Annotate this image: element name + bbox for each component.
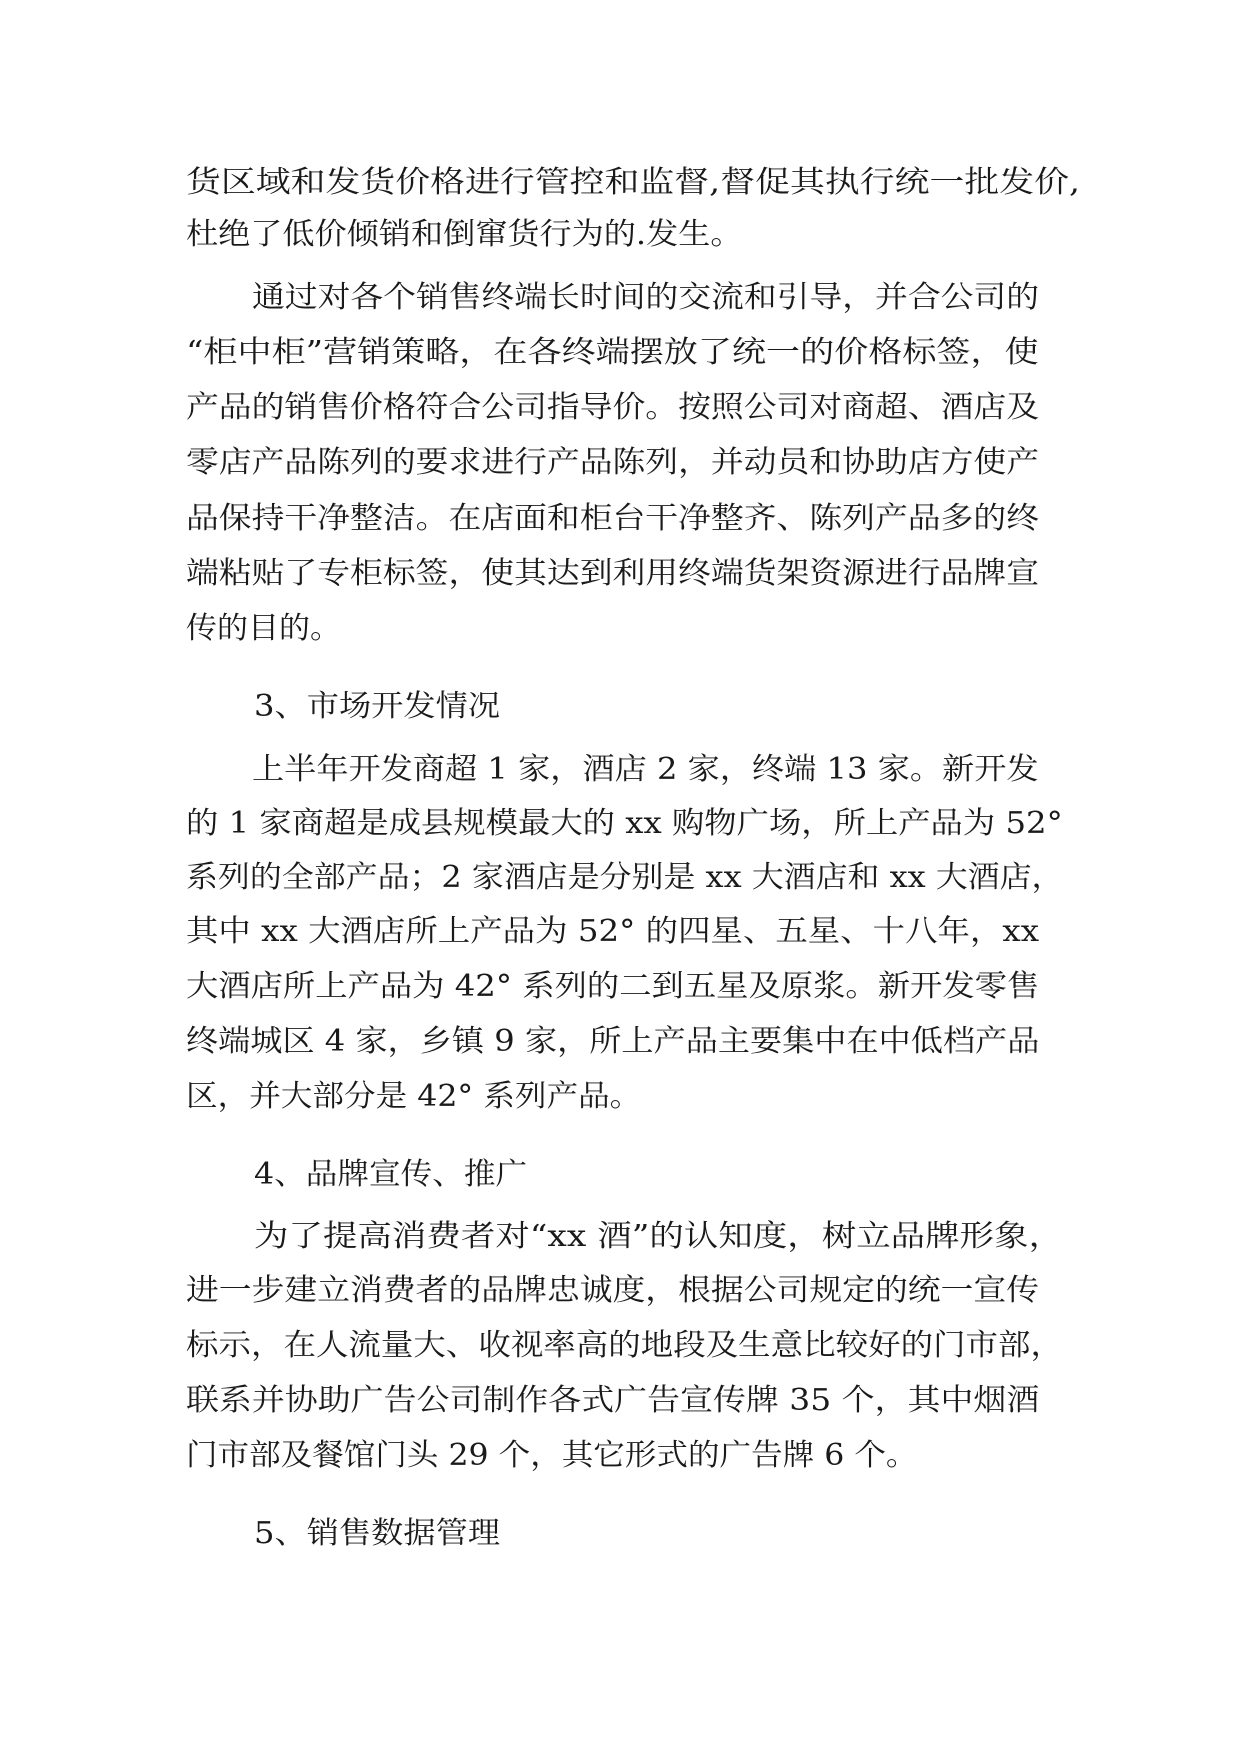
section-heading: 3、市场开发情况 <box>254 689 501 724</box>
text-line: 门市部及餐馆门头 29 个，其它形式的广告牌 6 个。 <box>186 1438 918 1473</box>
text-line: 大酒店所上产品为 42° 系列的二到五星及原浆。新开发零售 <box>186 969 1040 1004</box>
text-line: 终端城区 4 家，乡镇 9 家，所上产品主要集中在中低档产品 <box>186 1024 1040 1059</box>
section-heading: 4、品牌宣传、推广 <box>254 1157 528 1192</box>
text-line: 为了提高消费者对“xx 酒”的认知度，树立品牌形象， <box>254 1219 1064 1254</box>
text-line: 零店产品陈列的要求进行产品陈列，并动员和协助店方使产 <box>186 445 1039 480</box>
text-line: 标示，在人流量大、收视率高的地段及生意比较好的门市部， <box>186 1328 1063 1363</box>
text-line: “柜中柜”营销策略，在各终端摆放了统一的价格标签，使 <box>186 335 1039 370</box>
text-line: 产品的销售价格符合公司指导价。按照公司对商超、酒店及 <box>186 390 1039 425</box>
text-line: 其中 xx 大酒店所上产品为 52° 的四星、五星、十八年，xx <box>186 914 1039 949</box>
text-line: 进一步建立消费者的品牌忠诚度，根据公司规定的统一宣传 <box>186 1273 1039 1308</box>
text-line: 的 1 家商超是成县规模最大的 xx 购物广场，所上产品为 52° <box>186 806 1063 841</box>
text-line: 品保持干净整洁。在店面和柜台干净整齐、陈列产品多的终 <box>186 501 1039 536</box>
text-line: 货区域和发货价格进行管控和监督,督促其执行统一批发价, <box>186 165 1081 200</box>
text-line: 上半年开发商超 1 家，酒店 2 家，终端 13 家。新开发 <box>252 752 1039 787</box>
text-line: 系列的全部产品；2 家酒店是分别是 xx 大酒店和 xx 大酒店， <box>186 860 1064 895</box>
text-line: 端粘贴了专柜标签，使其达到利用终端货架资源进行品牌宣 <box>186 556 1039 591</box>
text-line: 杜绝了低价倾销和倒窜货行为的.发生。 <box>186 217 743 252</box>
text-line: 区，并大部分是 42° 系列产品。 <box>186 1079 642 1114</box>
text-line: 通过对各个销售终端长时间的交流和引导，并合公司的 <box>252 280 1039 315</box>
text-line: 联系并协助广告公司制作各式广告宣传牌 35 个，其中烟酒 <box>186 1383 1040 1418</box>
section-heading: 5、销售数据管理 <box>254 1516 501 1551</box>
text-line: 传的目的。 <box>186 611 341 646</box>
